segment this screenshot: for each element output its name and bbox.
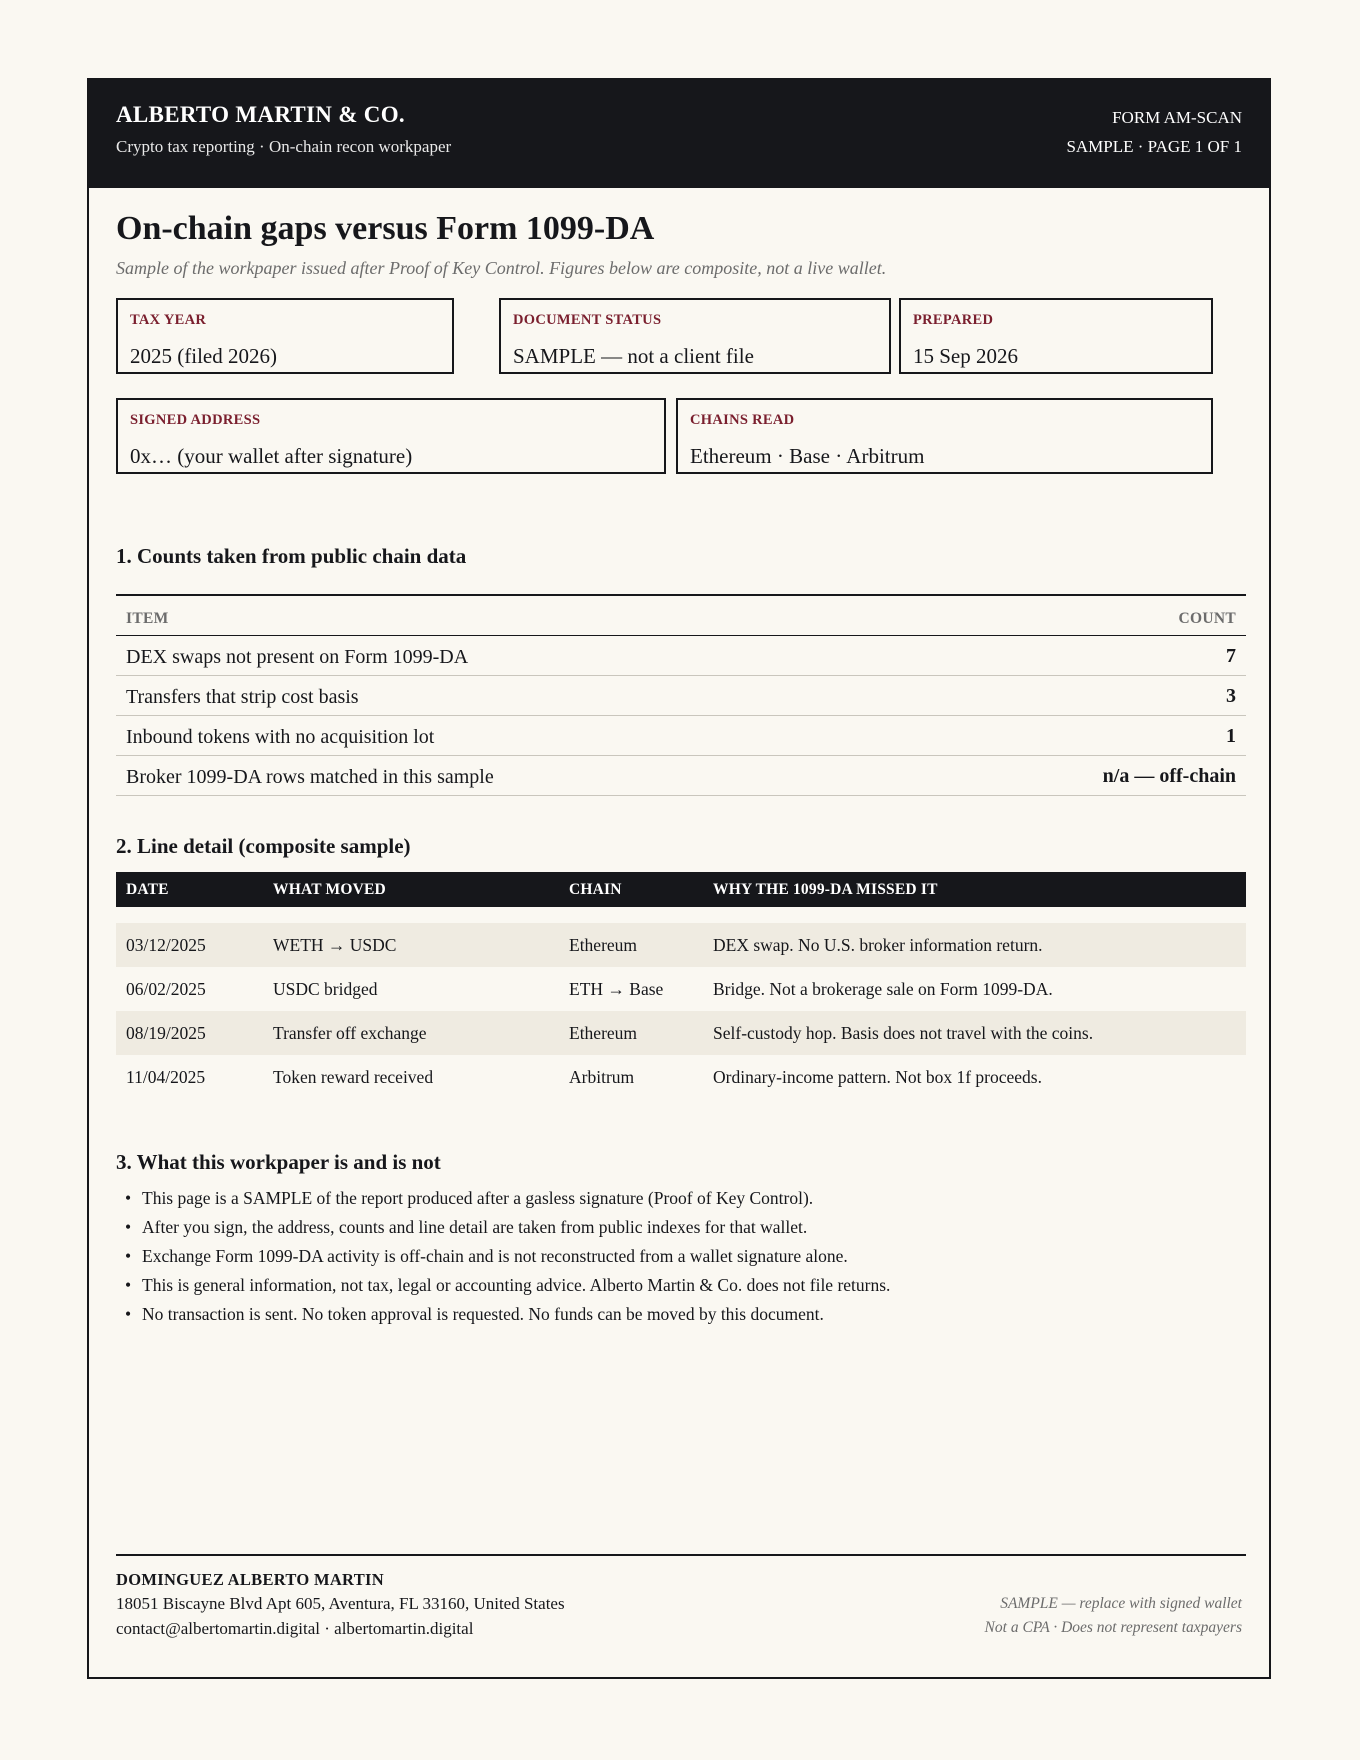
workpaper-page: [87, 78, 1271, 1679]
row-item: Inbound tokens with no acquisition lot: [126, 726, 435, 748]
field-chains-read: [676, 398, 1213, 474]
line-detail-table: [116, 872, 1246, 1099]
footer-address: 18051 Biscayne Blvd Apt 605, Aventura, FL 33160, United States: [116, 1594, 565, 1613]
cell-chain: Arbitrum: [569, 1067, 635, 1087]
notes-list: [116, 1188, 1246, 1333]
field-value: 15 Sep 2026: [913, 344, 1018, 368]
section-2-title: 2. Line detail (composite sample): [116, 834, 411, 858]
list-item: • This page is a SAMPLE of the report produced after a gasless signature (Proof of Key Control).: [116, 1188, 1246, 1217]
brand-subtitle: Crypto tax reporting · On-chain recon workpaper: [116, 137, 452, 156]
cell-chain: Ethereum: [569, 1023, 638, 1043]
cell-date: 11/04/2025: [126, 1067, 206, 1087]
cell-chain: Ethereum: [569, 935, 638, 955]
field-signed-address: [116, 398, 666, 474]
row-count: 3: [1226, 685, 1236, 707]
list-item: • This is general information, not tax, legal or accounting advice. Alberto Martin & Co. does not file returns.: [116, 1275, 1246, 1304]
footer-name: DOMINGUEZ ALBERTO MARTIN: [116, 1570, 384, 1589]
section-1-title: 1. Counts taken from public chain data: [116, 544, 467, 568]
table-row: [116, 636, 1246, 676]
table-row: [116, 676, 1246, 716]
table-row: [116, 1011, 1246, 1055]
field-label: PREPARED: [913, 312, 994, 328]
row-item: DEX swaps not present on Form 1099-DA: [126, 646, 469, 668]
footer-divider: [116, 1554, 1246, 1556]
table-row: [116, 1055, 1246, 1099]
col-header-count: COUNT: [1178, 610, 1236, 627]
cell-why: Ordinary-income pattern. Not box 1f proceeds.: [713, 1067, 1042, 1087]
table-row: [116, 716, 1246, 756]
page-header: [89, 80, 1269, 188]
field-value: SAMPLE — not a client file: [513, 344, 754, 368]
list-item: • After you sign, the address, counts and line detail are taken from public indexes for that wallet.: [116, 1217, 1246, 1246]
col-header-date: DATE: [126, 881, 169, 898]
field-tax-year: [116, 298, 454, 374]
page-indicator: SAMPLE · PAGE 1 OF 1: [1066, 137, 1242, 156]
list-item: • No transaction is sent. No token approval is requested. No funds can be moved by this document.: [116, 1304, 1246, 1333]
field-label: SIGNED ADDRESS: [130, 412, 261, 428]
cell-date: 06/02/2025: [126, 979, 206, 999]
cell-what-moved: Token reward received: [273, 1067, 434, 1087]
cell-what-moved: Transfer off exchange: [273, 1023, 427, 1043]
row-item: Transfers that strip cost basis: [126, 686, 359, 708]
footer-disclaimer: Not a CPA · Does not represent taxpayers: [984, 1619, 1242, 1636]
field-value: 2025 (filed 2026): [130, 344, 277, 368]
cell-why: Bridge. Not a brokerage sale on Form 1099-DA.: [713, 979, 1053, 999]
field-document-status: [499, 298, 891, 374]
table-row: [116, 756, 1246, 796]
field-value: 0x… (your wallet after signature): [130, 444, 413, 468]
row-count: 1: [1226, 725, 1236, 747]
col-header-why: WHY THE 1099-DA MISSED IT: [713, 881, 938, 898]
col-header-chain: CHAIN: [569, 881, 622, 898]
field-label: CHAINS READ: [690, 412, 795, 428]
row-count: 7: [1226, 645, 1236, 667]
field-label: DOCUMENT STATUS: [513, 312, 662, 328]
col-header-item: ITEM: [126, 610, 169, 627]
footer-contact: contact@albertomartin.digital · albertomartin.digital: [116, 1619, 474, 1638]
footer-sample-note: SAMPLE — replace with signed wallet: [1000, 1595, 1242, 1612]
cell-what-moved: WETH → USDC: [273, 935, 397, 955]
cell-why: DEX swap. No U.S. broker information return.: [713, 935, 1043, 955]
section-3-title: 3. What this workpaper is and is not: [116, 1150, 441, 1174]
field-prepared: [899, 298, 1213, 374]
row-item: Broker 1099-DA rows matched in this sample: [126, 766, 494, 788]
col-header-what-moved: WHAT MOVED: [273, 881, 386, 898]
field-value: Ethereum · Base · Arbitrum: [690, 444, 925, 468]
row-count: n/a — off-chain: [1102, 765, 1236, 787]
brand-name: ALBERTO MARTIN & CO.: [116, 102, 405, 127]
cell-what-moved: USDC bridged: [273, 979, 378, 999]
detail-table-header: [116, 872, 1246, 907]
form-id: FORM AM-SCAN: [1112, 108, 1242, 127]
table-row: [116, 967, 1246, 1011]
page-title: On-chain gaps versus Form 1099-DA: [116, 210, 655, 247]
cell-why: Self-custody hop. Basis does not travel with the coins.: [713, 1023, 1094, 1043]
counts-table: [116, 594, 1246, 796]
page-subtitle: Sample of the workpaper issued after Proof of Key Control. Figures below are composite, not a live wallet.: [116, 258, 887, 278]
field-label: TAX YEAR: [130, 312, 207, 328]
counts-table-header: [116, 596, 1246, 636]
list-item: • Exchange Form 1099-DA activity is off-chain and is not reconstructed from a wallet signature alone.: [116, 1246, 1246, 1275]
cell-date: 03/12/2025: [126, 935, 206, 955]
cell-chain: ETH → Base: [569, 979, 664, 999]
table-row: [116, 923, 1246, 967]
cell-date: 08/19/2025: [126, 1023, 206, 1043]
